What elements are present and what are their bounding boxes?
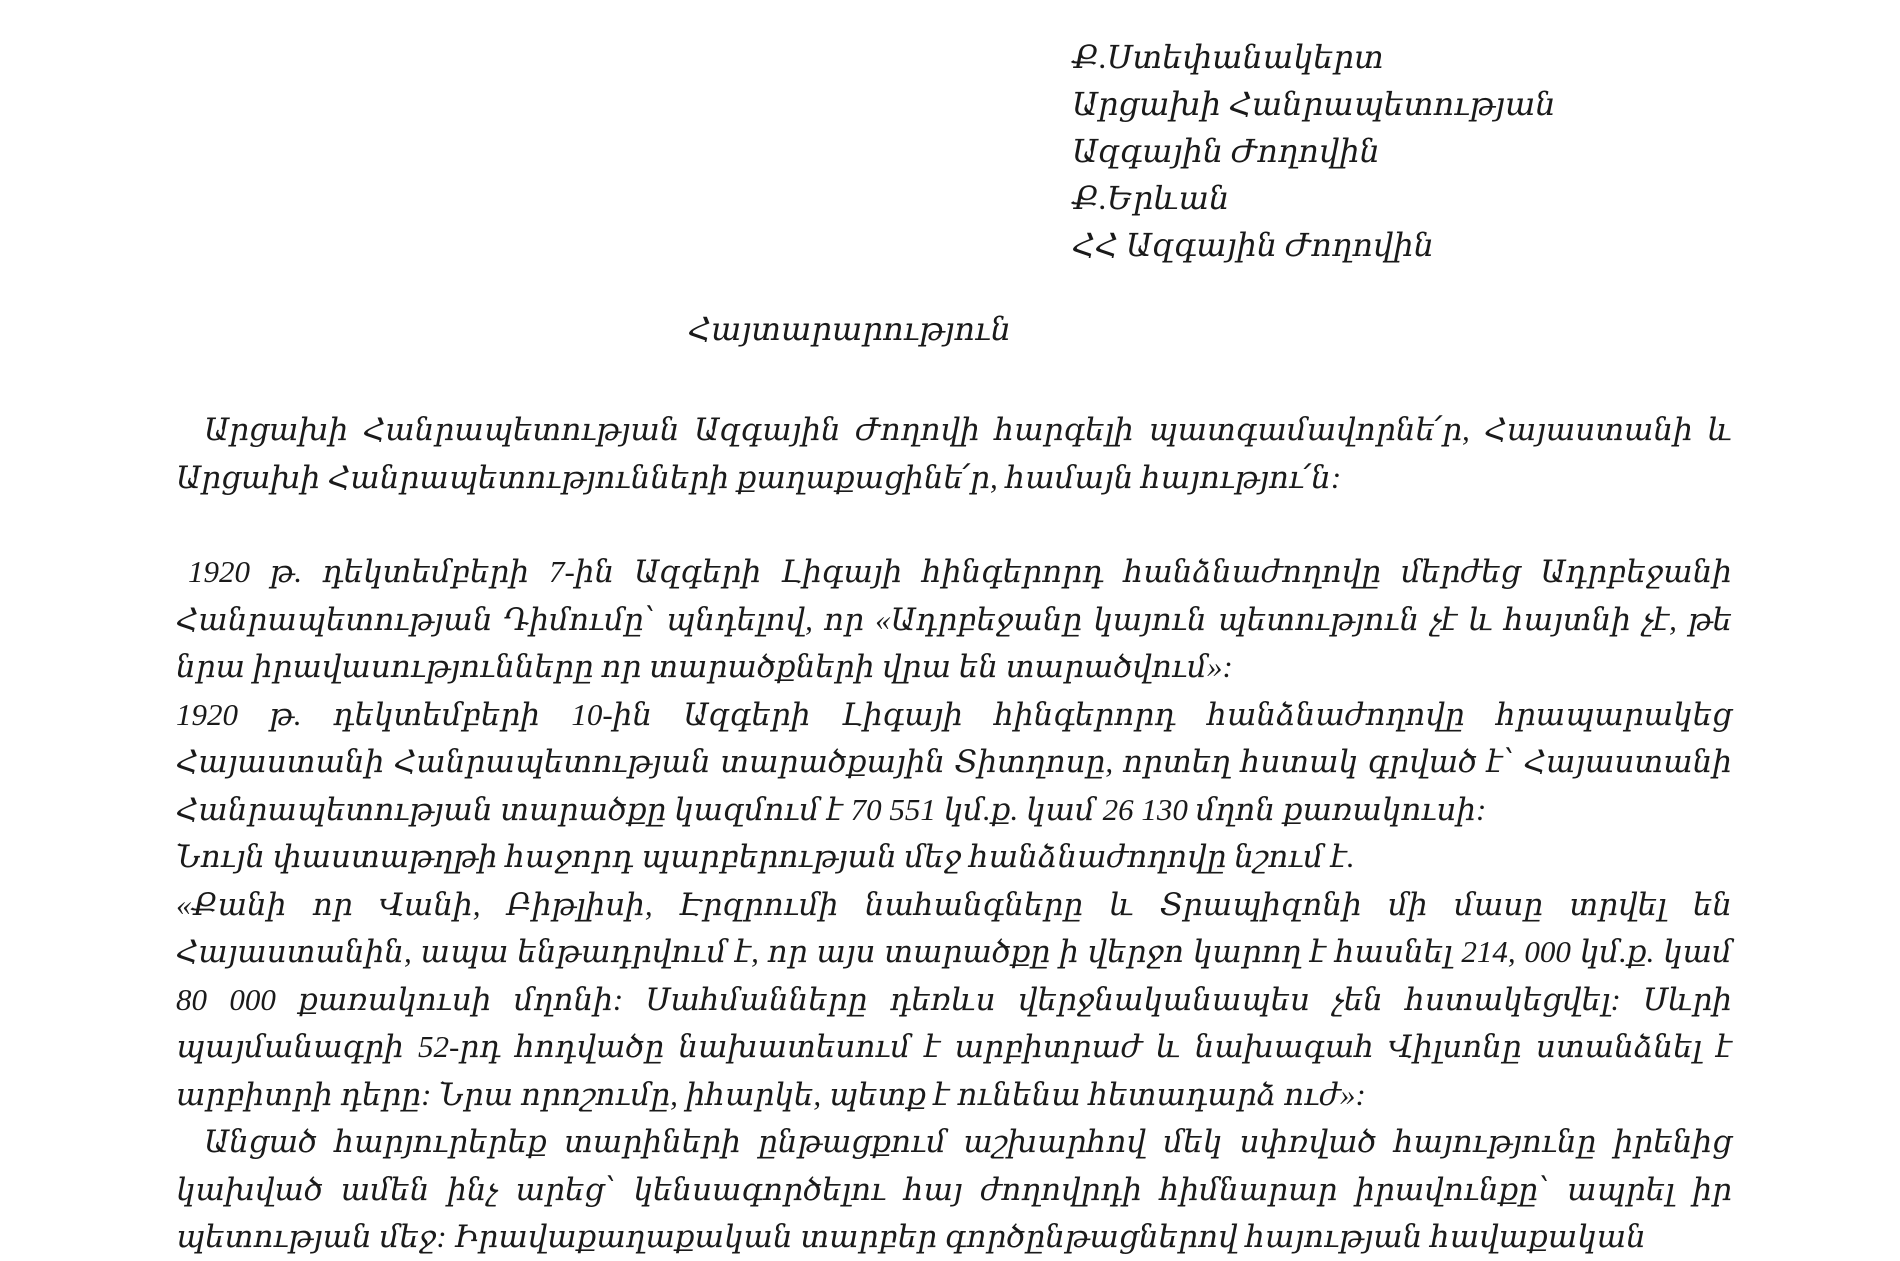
addressee-block	[1072, 34, 1556, 269]
address-line-city-stepanakert: Ք.Ստեփանակերտ	[1072, 39, 1384, 75]
paragraph-gap	[176, 501, 1732, 548]
document-title: Հայտարարություն	[688, 311, 1011, 347]
address-line-national-assembly: Ազգային Ժողովին	[1072, 133, 1380, 169]
paragraph-salutation: Արցախի Հանրապետության Ազգային Ժողովի հարգելի պատգամավորնե՛ր, Հայաստանի և Արցախի Հանրապետությունների քաղաքացինե՛ր, համայն հայությու՛ն:	[176, 412, 1732, 495]
paragraph-dec-10: 1920 թ. դեկտեմբերի 10-ին Ազգերի Լիգայի հինգերորդ հանձնաժողովը հրապարակեց Հայաստանի Հանրապետության տարածքային Տիտղոսը, որտեղ հստակ գրված է՝ Հայաստանի Հանրապետության տարածքը կազմում է 70 551 կմ.ք. կամ 26 130 մղոն քառակուսի:	[176, 696, 1732, 827]
paragraph-history: Անցած հարյուրերեք տարիների ընթացքում աշխարհով մեկ սփռված հայությունը իրենից կախված ամեն ինչ արեց՝ կենսագործելու հայ ժողովրդի հիմնարար իրավունքը՝ ապրել իր պետության մեջ: Իրավաքաղաքական տարբեր գործընթացներով հայության հավաքական	[176, 1124, 1732, 1254]
address-line-city-yerevan: Ք.Երևան	[1072, 180, 1230, 216]
document-body	[176, 406, 1732, 1261]
address-line-ra-national-assembly: ՀՀ Ազգային Ժողովին	[1072, 227, 1434, 263]
paragraph-next-section: Նույն փաստաթղթի հաջորդ պարբերության մեջ հանձնաժողովը նշում է.	[176, 839, 1355, 874]
address-line-republic: Արցախի Հանրապետության	[1072, 86, 1556, 122]
paragraph-dec-7: 1920 թ. դեկտեմբերի 7-ին Ազգերի Լիգայի հինգերորդ հանձնաժողովը մերժեց Ադրբեջանի Հանրապետության Դիմումը՝ պնդելով, որ «Ադրբեջանը կայուն պետություն չէ և հայտնի չէ, թե նրա իրավասությունները որ տարածքների վրա են տարածվում»:	[176, 554, 1732, 684]
paragraph-quote: «Քանի որ Վանի, Բիթլիսի, Էրզրումի նահանգները և Տրապիզոնի մի մասը տրվել են Հայաստանին, ապա ենթադրվում է, որ այս տարածքը ի վերջո կարող է հասնել 214, 000 կմ.ք. կամ 80 000 քառակուսի մղոնի: Սահմանները դեռևս վերջնականապես չեն հստակեցվել: Սևրի պայմանագրի 52-րդ հոդվածը նախատեսում է արբիտրաժ և նախագահ Վիլսոնը ստանձնել է արբիտրի դերը: Նրա որոշումը, իհարկե, պետք է ունենա հետադարձ ուժ»:	[176, 886, 1732, 1112]
